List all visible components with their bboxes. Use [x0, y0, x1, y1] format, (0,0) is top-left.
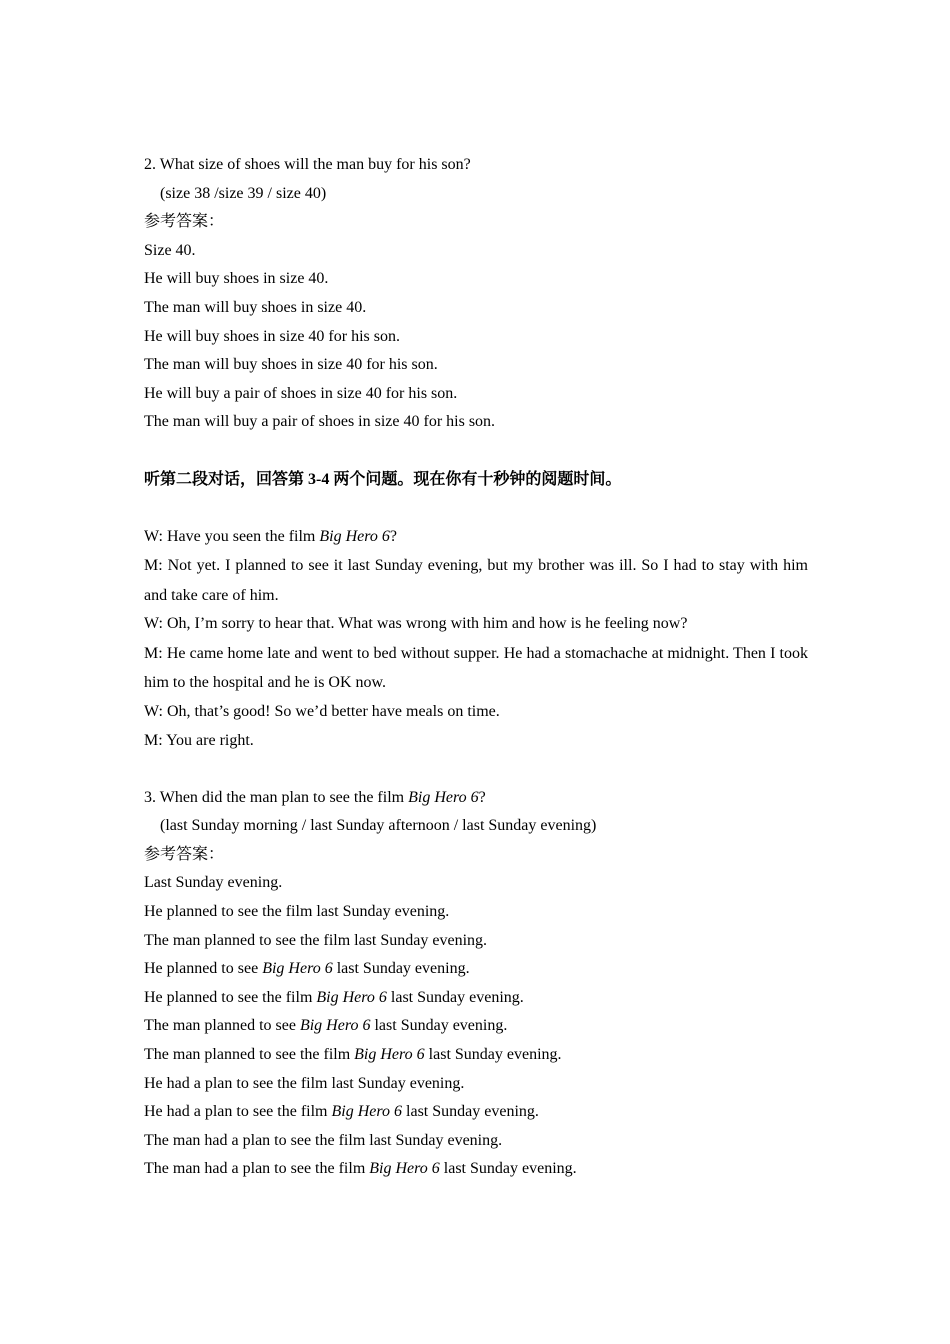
film-title: Big Hero 6 [408, 788, 479, 806]
answer-line: The man had a plan to see the film last Sunday evening. [144, 1131, 503, 1149]
film-title: Big Hero 6 [316, 988, 387, 1006]
document-page [144, 151, 808, 1184]
answer-line: Last Sunday evening. [144, 874, 283, 892]
answer-line: He planned to see the film last Sunday evening. [144, 903, 450, 921]
answer-line: He will buy shoes in size 40. [144, 270, 329, 288]
answer-line: He will buy a pair of shoes in size 40 for his son. [144, 384, 458, 402]
dialogue-line: M: You are right. [144, 731, 254, 749]
film-title: Big Hero 6 [299, 1017, 371, 1035]
film-title: Big Hero 6 [319, 527, 390, 545]
answer-line: The man planned to see the film last Sunday evening. [144, 931, 488, 949]
dialogue-line: W: Oh, that’s good! So we’d better have meals on time. [144, 702, 500, 720]
dialogue-line: W: Oh, I’m sorry to hear that. What was wrong with him and how is he feeling now? [144, 615, 688, 633]
section-instruction: 听第二段对话，回答第 3-4 两个问题。现在你有十秒钟的阅题时间。 [144, 470, 622, 488]
answer-line: He will buy shoes in size 40 for his son. [144, 327, 400, 345]
reference-answer-label: 参考答案： [144, 845, 225, 863]
film-title: Big Hero 6 [354, 1046, 425, 1064]
question-2: 2. What size of shoes will the man buy for his son? [144, 156, 471, 173]
spacer [144, 494, 808, 523]
reference-answer-label: 参考答案： [144, 213, 225, 231]
answer-line: The man had a plan to see the film Big Hero 6 last Sunday evening. [144, 1160, 577, 1178]
answer-line: The man will buy a pair of shoes in size 40 for his son. [144, 413, 496, 431]
answer-line: He planned to see the film Big Hero 6 last Sunday evening. [144, 988, 524, 1006]
dialogue-line: M: Not yet. I planned to see it last Sunday evening, but my brother was ill. So I had to stay with him and take care of him. [144, 557, 808, 604]
answer-line: Size 40. [144, 241, 196, 259]
question-3-options: (last Sunday morning / last Sunday afternoon / last Sunday evening) [160, 817, 597, 835]
spacer [144, 437, 808, 466]
answer-line: He had a plan to see the film last Sunday evening. [144, 1074, 465, 1092]
dialogue-line: W: Have you seen the film Big Hero 6? [144, 527, 397, 545]
answer-line: He had a plan to see the film Big Hero 6 last Sunday evening. [144, 1103, 539, 1121]
dialogue-line: M: He came home late and went to bed without supper. He had a stomachache at midnight. Then I took him to the hospital and he is OK now. [144, 644, 808, 692]
answer-line: He planned to see Big Hero 6 last Sunday evening. [144, 960, 470, 978]
question-2-options: (size 38 /size 39 / size 40) [160, 184, 327, 202]
film-title: Big Hero 6 [331, 1103, 403, 1121]
film-title: Big Hero 6 [262, 960, 333, 978]
question-3: 3. When did the man plan to see the film Big Hero 6? [144, 788, 486, 806]
answer-line: The man planned to see the film Big Hero 6 last Sunday evening. [144, 1046, 562, 1064]
film-title: Big Hero 6 [369, 1160, 440, 1178]
answer-line: The man will buy shoes in size 40 for his son. [144, 356, 438, 374]
answer-line: The man planned to see Big Hero 6 last Sunday evening. [144, 1017, 508, 1035]
spacer [144, 755, 808, 784]
answer-line: The man will buy shoes in size 40. [144, 298, 367, 316]
